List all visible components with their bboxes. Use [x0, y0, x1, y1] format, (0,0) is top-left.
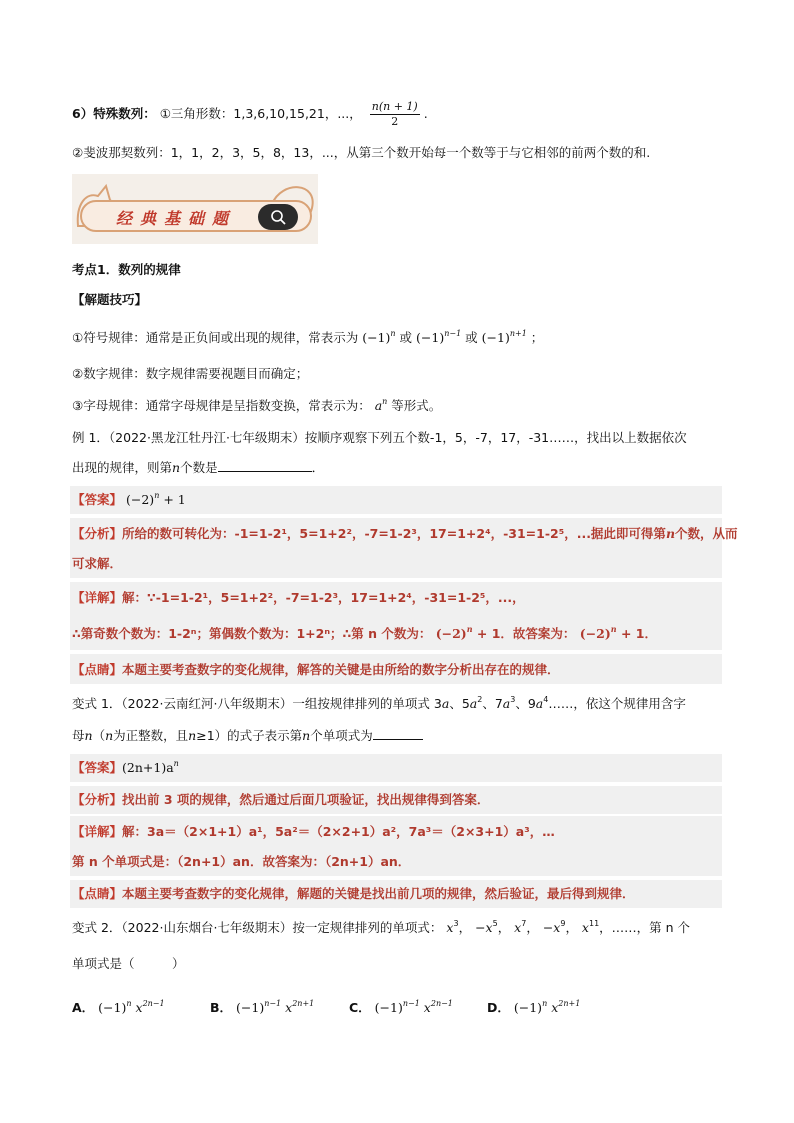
- variant1-line1: 变式 1．（2022·云南红河·八年级期末）一组按规律排列的单项式 3a、$5a^2$、$7a^3$、$9a^4\dots\dots$，依这个规律用含字: [72, 695, 686, 711]
- answer-blank[interactable]: [373, 726, 423, 740]
- example1-detail2: ∴第奇数个数为：1-2ⁿ；第偶数个数为：1+2ⁿ；∴第 n 个数为： $(-2)^n + 1$．故答案为： $(-2)^n + 1$．: [72, 624, 657, 641]
- variant1-detail2: 第 n 个单项式是：（2n+1）an．故答案为：（2n+1）an．: [72, 854, 411, 869]
- triangle-number-text: ①三角形数：1,3,6,10,15,21，...，: [159, 106, 362, 121]
- variant2-line2: 单项式是（ ）: [72, 956, 185, 971]
- example1-detail1: 【详解】解：∵-1=1-2¹，5=1+2²，-7=1-2³，17=1+2⁴，-31=1-2⁵，...，: [72, 590, 525, 605]
- variant1-answer: 【答案】$(2n+1)a^n$: [72, 759, 179, 775]
- choice-c[interactable]: C． $(-1)^{n-1}$ $x^{2n-1}$: [349, 999, 453, 1015]
- fraction: $\frac{n(n + 1)}{2}$: [371, 100, 418, 128]
- variant1-line2: 母n（n为正整数，且n≥1）的式子表示第n个单项式为: [72, 726, 724, 746]
- choice-d[interactable]: D． $(-1)^n$ $x^{2n+1}$: [487, 999, 581, 1015]
- kaodian-heading: 考点1．数列的规律: [72, 262, 181, 277]
- special-sequence-line: 6）特殊数列： ①三角形数：1,3,6,10,15,21，...， $\frac{n(n + 1)}{2}$ .: [72, 100, 428, 128]
- letter-rule: ③字母规律：通常字母规律是呈指数变换，常表示为： $a^n$ 等形式。: [72, 397, 442, 413]
- example1-line1: 例 1．（2022·黑龙江牡丹江·七年级期末）按顺序观察下列五个数-1，5，-7，17，-31……，找出以上数据依次: [72, 430, 687, 445]
- example1-analysis1: 【分析】所给的数可转化为：-1=1-2¹，5=1+2²，-7=1-2³，17=1+2⁴，-31=1-2⁵，...据此即可得第n个数，从而: [72, 526, 738, 541]
- fibonacci-line: ②斐波那契数列：1，1，2，3，5，8，13，...，从第三个数开始每一个数等于与它相邻的前两个数的和.: [72, 145, 651, 160]
- search-icon[interactable]: [258, 204, 298, 230]
- number-rule: ②数字规律：数字规律需要视题目而确定；: [72, 366, 309, 381]
- section-label: 6）特殊数列：: [72, 106, 156, 121]
- tips-heading: 【解题技巧】: [72, 292, 148, 307]
- choice-a[interactable]: A． $(-1)^n$ $x^{2n-1}$: [72, 999, 165, 1015]
- variant2-line1: 变式 2．（2022·山东烟台·七年级期末）按一定规律排列的单项式： $x^3$， $-x^5$， $x^7$， $-x^9$， $x^{11}$，……，第 n 个: [72, 919, 691, 935]
- variant1-analysis: 【分析】找出前 3 项的规律，然后通过后面几项验证，找出规律得到答案．: [72, 792, 490, 807]
- variant1-point: 【点睛】本题主要考查数字的变化规律，解题的关键是找出前几项的规律，然后验证，最后得到规律．: [72, 886, 635, 901]
- example1-analysis2: 可求解．: [72, 556, 123, 571]
- variant1-detail1: 【详解】解：3a＝（2×1+1）a¹，5a²＝（2×2+1）a²，7a³＝（2×3+1）a³，…: [72, 824, 555, 839]
- example1-answer: 【答案】 $(-2)^n + 1$: [72, 491, 186, 507]
- example1-line2: 出现的规律，则第n个数是 ．: [72, 460, 325, 475]
- example1-point: 【点睛】本题主要考查数字的变化规律，解答的关键是由所给的数字分析出存在的规律．: [72, 662, 560, 677]
- classic-basic-banner: [72, 174, 318, 244]
- banner-title: 经典基础题: [116, 209, 237, 228]
- sign-rule: ①符号规律：通常是正负间或出现的规律，常表示为 $(-1)^n$ 或 $(-1)^{n-1}$ 或 $(-1)^{n+1}$ ；: [72, 329, 544, 345]
- answer-blank[interactable]: [218, 458, 312, 472]
- choice-b[interactable]: B． $(-1)^{n-1}$ $x^{2n+1}$: [210, 999, 315, 1015]
